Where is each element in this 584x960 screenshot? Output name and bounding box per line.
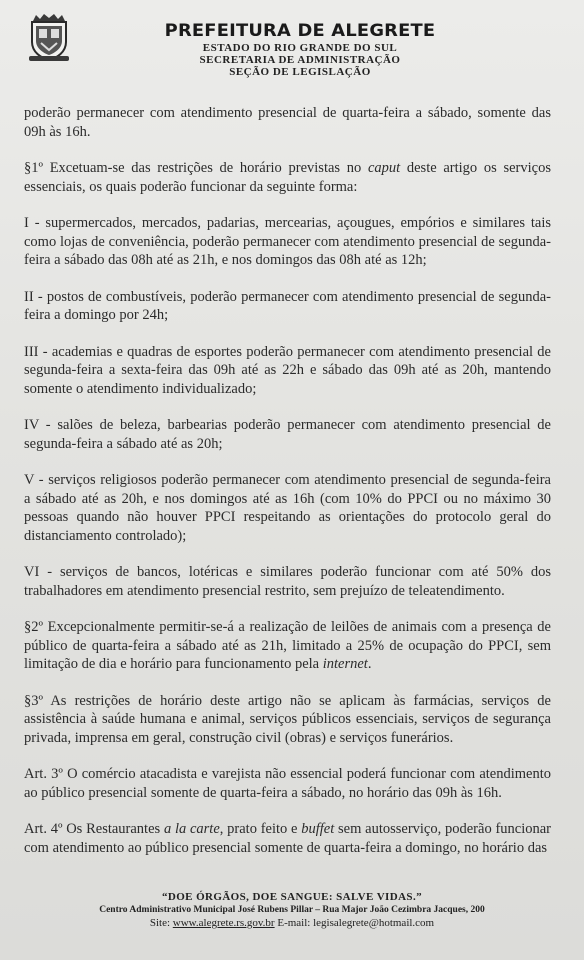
organization-title: PREFEITURA DE ALEGRETE	[164, 21, 436, 41]
letterhead-text	[150, 20, 450, 78]
paragraph	[24, 159, 551, 196]
site-link[interactable]: www.alegrete.rs.gov.br	[172, 917, 275, 929]
paragraph	[24, 618, 551, 674]
paragraph: poderão permanecer com atendimento presencial de quarta-feira a sábado, somente das 09h às 16h.	[24, 105, 551, 140]
footer-contacts	[0, 917, 584, 930]
footer	[0, 890, 584, 930]
paragraph: Art. 3º O comércio atacadista e varejista não essencial poderá funcionar com atendimento ao público presencial somente de quarta-feira a sábado, no horário das 09h às 16h.	[24, 766, 551, 801]
italic-term: caput	[367, 160, 401, 176]
paragraph: V - serviços religiosos poderão permanecer com atendimento presencial de segunda-feira a sábado até as 20h, e nos domingos até as 16h (com 10% do PPCI ou no máximo 30 pessoas quando não houver PPCI respeitando as orientações do protocolo geral do distanciamento controlado);	[24, 472, 551, 544]
footer-slogan: “DOE ÓRGÃOS, DOE SANGUE: SALVE VIDAS.”	[161, 891, 422, 903]
paragraph: II - postos de combustíveis, poderão permanecer com atendimento presencial de segunda-feira a domingo por 24h;	[24, 288, 551, 323]
paragraph-text: deste artigo os serviços essenciais, os quais poderão funcionar da seguinte forma:	[24, 160, 551, 195]
paragraph-text: §2º Excepcionalmente permitir-se-á a realização de leilões de animais com a presença de público de quarta-feira a sábado até as 21h, limitado a 25% de ocupação do PPCI, sem limitação de dia e horário para funcionamento pela	[24, 619, 551, 672]
footer-address: Centro Administrativo Municipal José Rubens Pillar – Rua Major João Cezimbra Jacques, 200	[99, 905, 485, 915]
paragraph-text: , prato feito e	[219, 821, 302, 837]
paragraph	[24, 820, 551, 857]
paragraph-text: .	[367, 656, 372, 672]
paragraph-text: §1º Excetuam-se das restrições de horário previstas no	[24, 160, 368, 176]
coat-of-arms-icon	[27, 12, 71, 62]
email-label: E-mail:	[277, 917, 311, 929]
italic-term: a la carte	[163, 821, 220, 837]
document-body	[24, 104, 551, 875]
paragraph-text: sem autosserviço, poderão funcionar com atendimento ao público presencial somente de quarta-feira a domingo, no horário das	[24, 821, 552, 856]
section-line: SEÇÃO DE LEGISLAÇÃO	[229, 66, 371, 78]
paragraph: I - supermercados, mercados, padarias, mercearias, açougues, empórios e similares tais como lojas de conveniência, poderão permanecer com atendimento presencial de segunda-feira a sábado das 08h até as 21h, e nos domingos das 08h até as 12h;	[24, 215, 551, 268]
site-label: Site:	[149, 917, 171, 929]
email-link[interactable]: legisalegrete@hotmail.com	[313, 917, 435, 929]
paragraph: III - academias e quadras de esportes poderão permanecer com atendimento presencial de segunda-feira a sexta-feira das 09h até as 22h e sábado das 09h até as 20h, mantendo somente o atendimento individualizado;	[24, 343, 551, 397]
italic-term: buffet	[301, 821, 335, 837]
paragraph: §3º As restrições de horário deste artigo não se aplicam às farmácias, serviços de assistência à saúde humana e animal, serviços públicos essenciais, serviços de segurança privada, imprensa em geral, construção civil (obras) e serviços funerários.	[24, 692, 551, 746]
state-line: ESTADO DO RIO GRANDE DO SUL	[202, 42, 398, 54]
paragraph-text: Art. 4º Os Restaurantes	[24, 821, 164, 837]
paragraph: IV - salões de beleza, barbearias poderão permanecer com atendimento presencial de segunda-feira a sábado até as 20h;	[24, 417, 551, 452]
paragraph: VI - serviços de bancos, lotéricas e similares poderão funcionar com até 50% dos trabalhadores em atendimento presencial restrito, sem prejuízo de teleatendimento.	[24, 564, 551, 599]
italic-term: internet	[322, 656, 368, 672]
secretariat-line: SECRETARIA DE ADMINISTRAÇÃO	[199, 54, 401, 66]
letterhead	[0, 0, 584, 100]
